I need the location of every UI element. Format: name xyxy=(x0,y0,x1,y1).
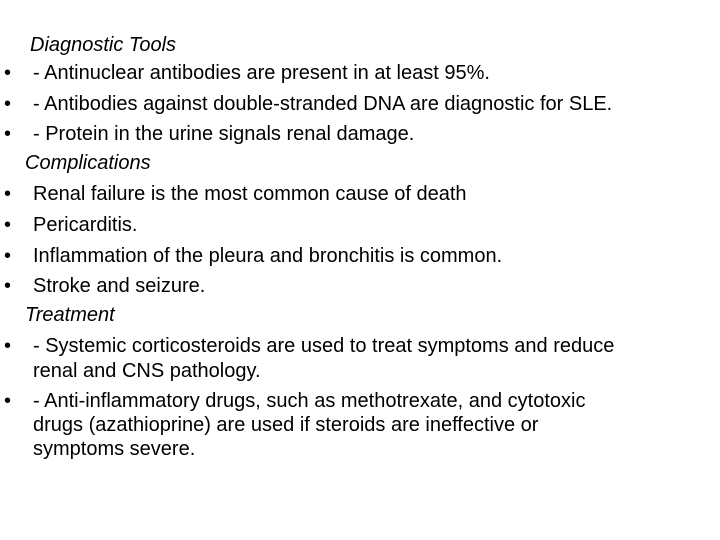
bullet-icon: • xyxy=(4,335,12,357)
bullet-icon: • xyxy=(4,390,12,412)
bullet-icon: • xyxy=(4,214,12,236)
bullet-icon: • xyxy=(4,93,12,115)
bullet-icon: • xyxy=(4,123,12,145)
slide: Diagnostic Tools • - Antinuclear antibodies are present in at least 95%. • - Antibodies against double-stranded DNA are diagnostic for SLE. • - Protein in the urine signals renal damage. Complications • Renal failure is the most common cause of death • Pericarditis. • Inflammation of the pleura and bronchitis is common. • Stroke and seizure. Treatment • - Systemic corticosteroids are used to treat symptoms and reduce renal and CNS pathology. • - Anti-inflammatory drugs, such as methotrexate, and cytotoxic drugs (azathioprine) are used if steroids are ineffective or symptoms severe. xyxy=(4,34,615,460)
bullet-icon: • xyxy=(4,183,12,205)
bullet-icon: • xyxy=(4,62,12,84)
bullet-icon: • xyxy=(4,275,12,297)
bullet-icon: • xyxy=(4,245,12,267)
